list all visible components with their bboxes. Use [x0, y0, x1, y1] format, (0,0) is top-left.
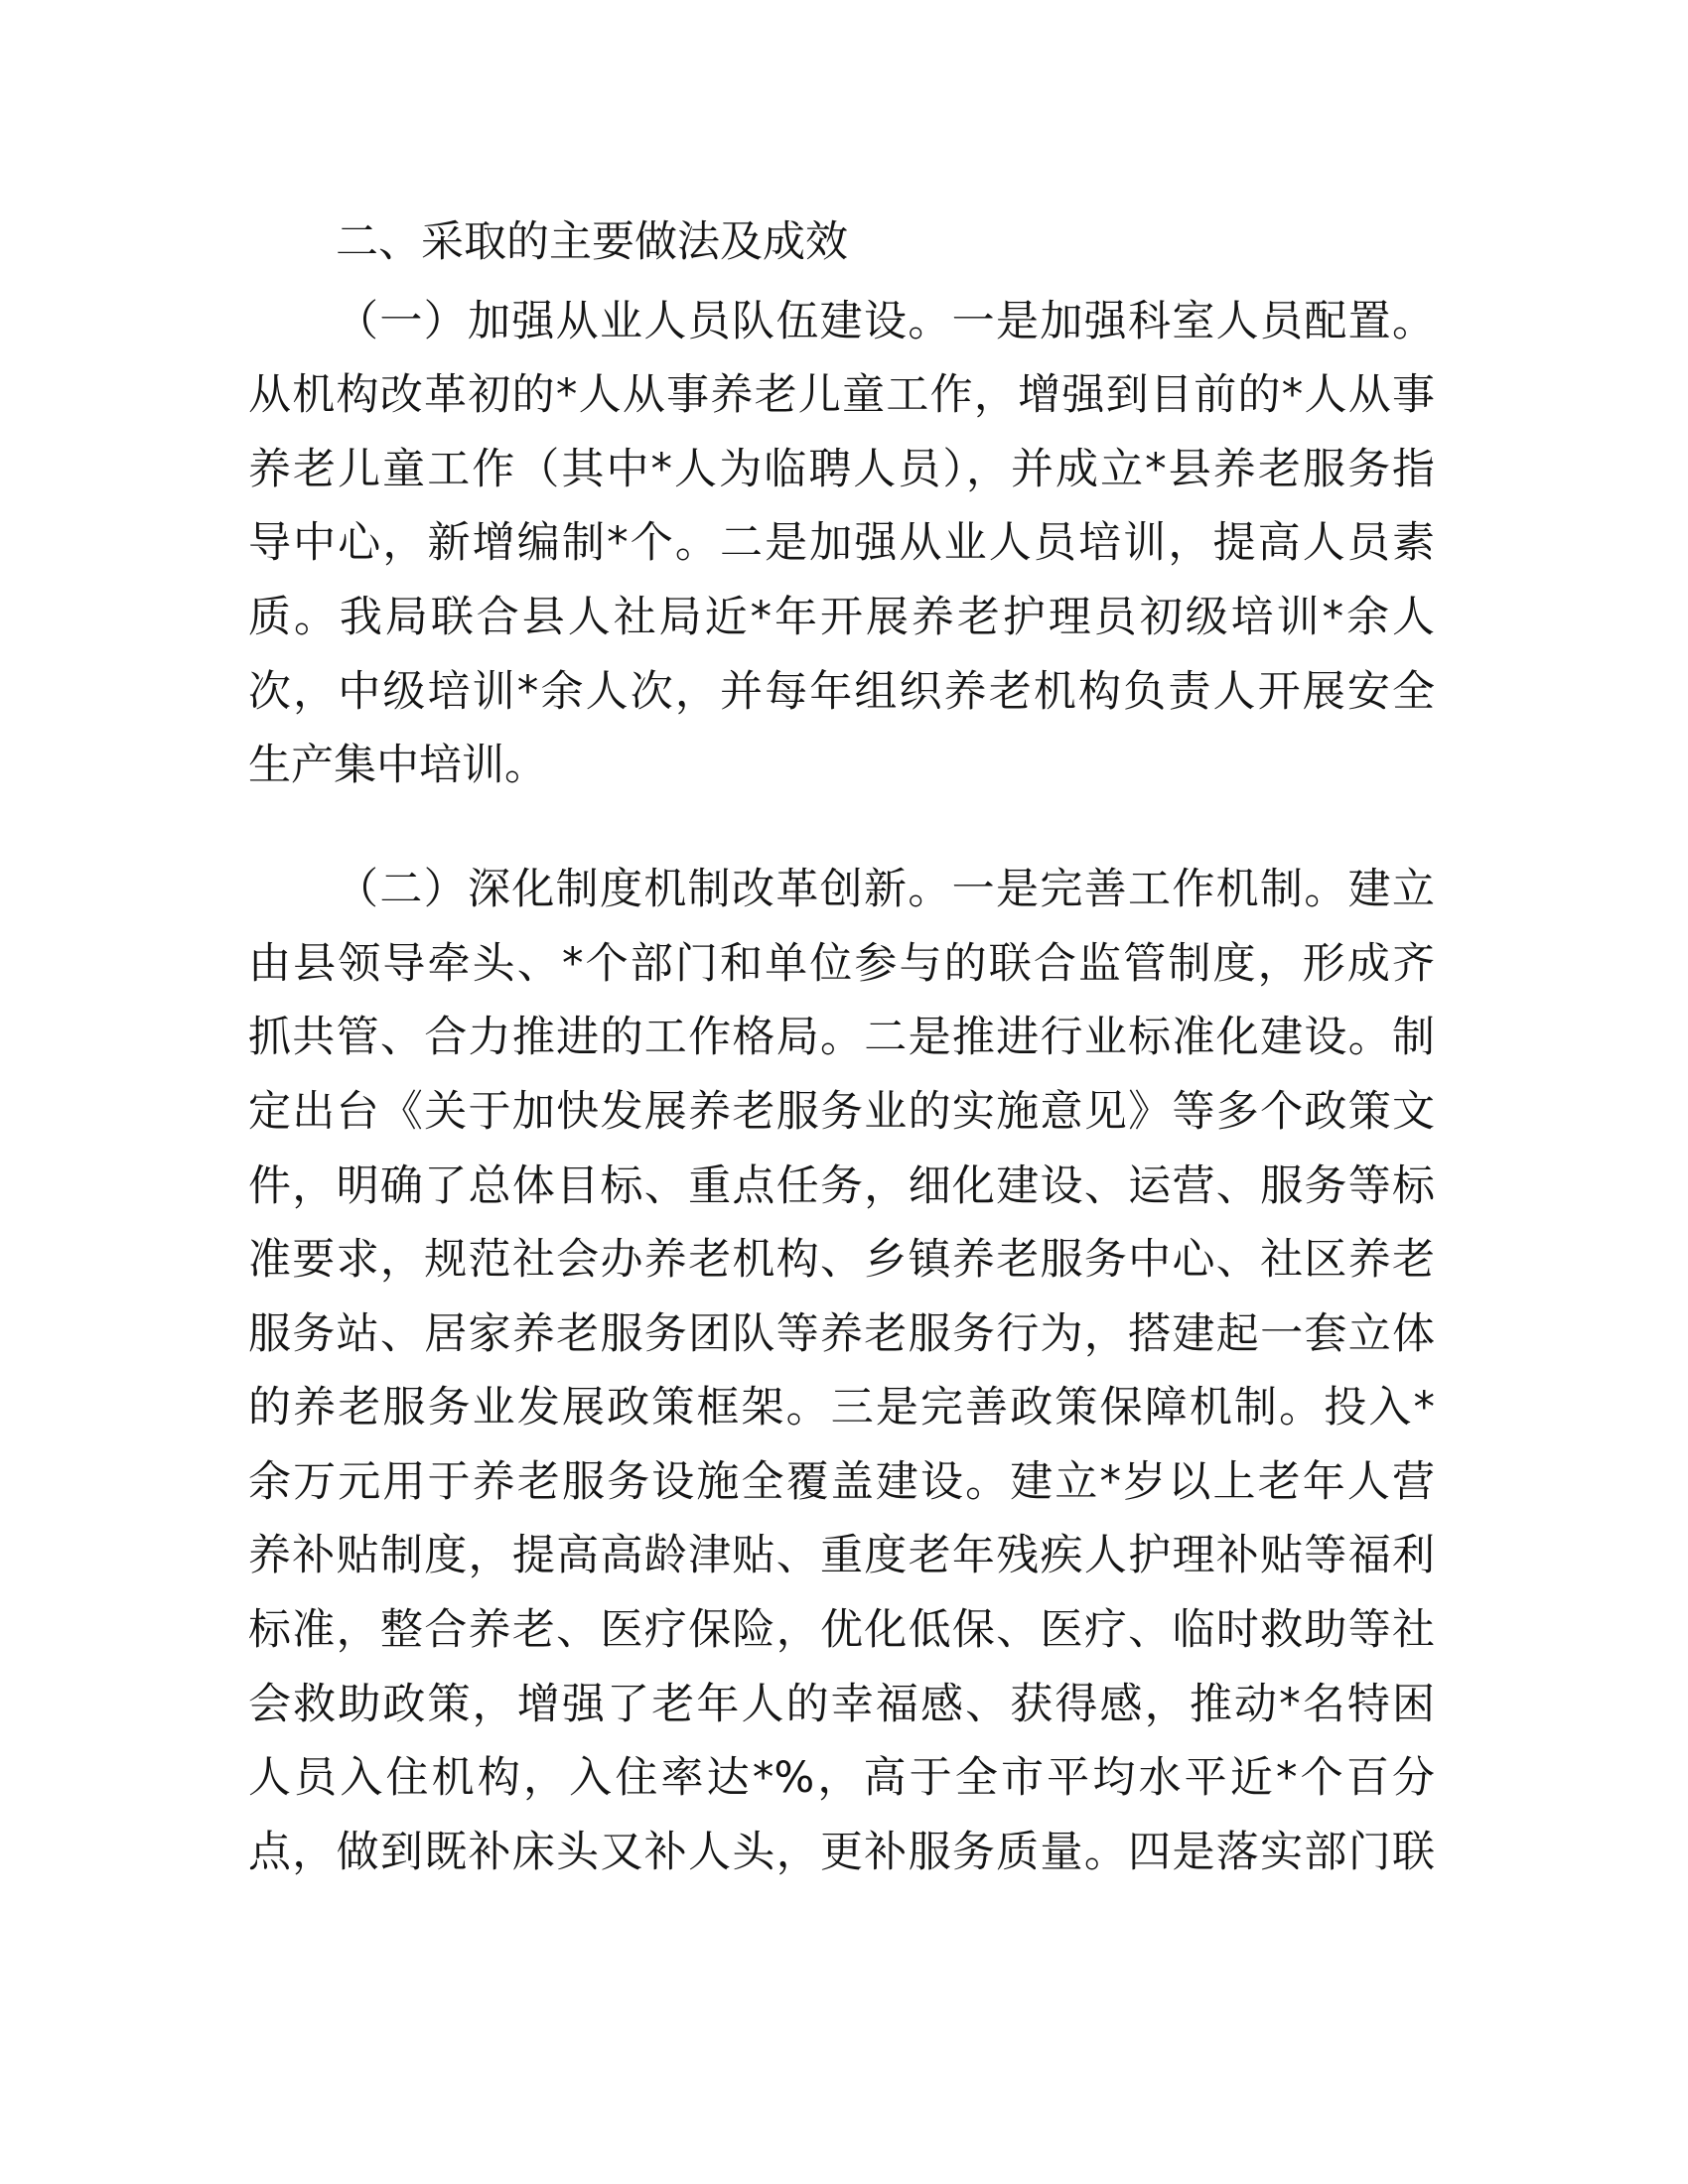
- paragraph-1-line-2: 从机构改革初的*人从事养老儿童工作，增强到目前的*人从事: [248, 370, 1435, 420]
- paragraph-2-line-1: （二）深化制度机制改革创新。一是完善工作机制。建立: [336, 865, 1435, 914]
- paragraph-1-line-7: 生产集中培训。: [248, 741, 547, 790]
- paragraph-2-line-3: 抓共管、合力推进的工作格局。二是推进行业标准化建设。制: [248, 1013, 1435, 1062]
- paragraph-1-line-6: 次，中级培训*余人次，并每年组织养老机构负责人开展安全: [248, 667, 1435, 717]
- paragraph-2-line-2: 由县领导牵头、*个部门和单位参与的联合监管制度，形成齐: [248, 939, 1435, 989]
- paragraph-2-line-5: 件，明确了总体目标、重点任务，细化建设、运营、服务等标: [248, 1161, 1435, 1211]
- paragraph-1-line-3: 养老儿童工作（其中*人为临聘人员），并成立*县养老服务指: [248, 445, 1435, 494]
- paragraph-2-line-12: 会救助政策，增强了老年人的幸福感、获得感，推动*名特困: [248, 1680, 1435, 1729]
- paragraph-1-line-4: 导中心，新增编制*个。二是加强从业人员培训，提高人员素: [248, 518, 1435, 568]
- paragraph-2-line-7: 服务站、居家养老服务团队等养老服务行为，搭建起一套立体: [248, 1309, 1435, 1359]
- paragraph-2-line-9: 余万元用于养老服务设施全覆盖建设。建立*岁以上老年人营: [248, 1457, 1435, 1507]
- section-heading: 二、采取的主要做法及成效: [336, 217, 848, 267]
- paragraph-1-line-5: 质。我局联合县人社局近*年开展养老护理员初级培训*余人: [248, 593, 1435, 642]
- paragraph-2-line-8: 的养老服务业发展政策框架。三是完善政策保障机制。投入*: [248, 1383, 1435, 1433]
- paragraph-2-line-6: 准要求，规范社会办养老机构、乡镇养老服务中心、社区养老: [248, 1235, 1435, 1285]
- paragraph-2-line-11: 标准，整合养老、医疗保险，优化低保、医疗、临时救助等社: [248, 1605, 1435, 1655]
- paragraph-2-line-14: 点，做到既补床头又补人头，更补服务质量。四是落实部门联: [248, 1828, 1435, 1877]
- paragraph-2-line-13: 人员入住机构，入住率达*%，高于全市平均水平近*个百分: [248, 1753, 1435, 1803]
- paragraph-1-line-1: （一）加强从业人员队伍建设。一是加强科室人员配置。: [336, 297, 1435, 346]
- paragraph-2-line-4: 定出台《关于加快发展养老服务业的实施意见》等多个政策文: [248, 1087, 1435, 1137]
- paragraph-2-line-10: 养补贴制度，提高高龄津贴、重度老年残疾人护理补贴等福利: [248, 1531, 1435, 1580]
